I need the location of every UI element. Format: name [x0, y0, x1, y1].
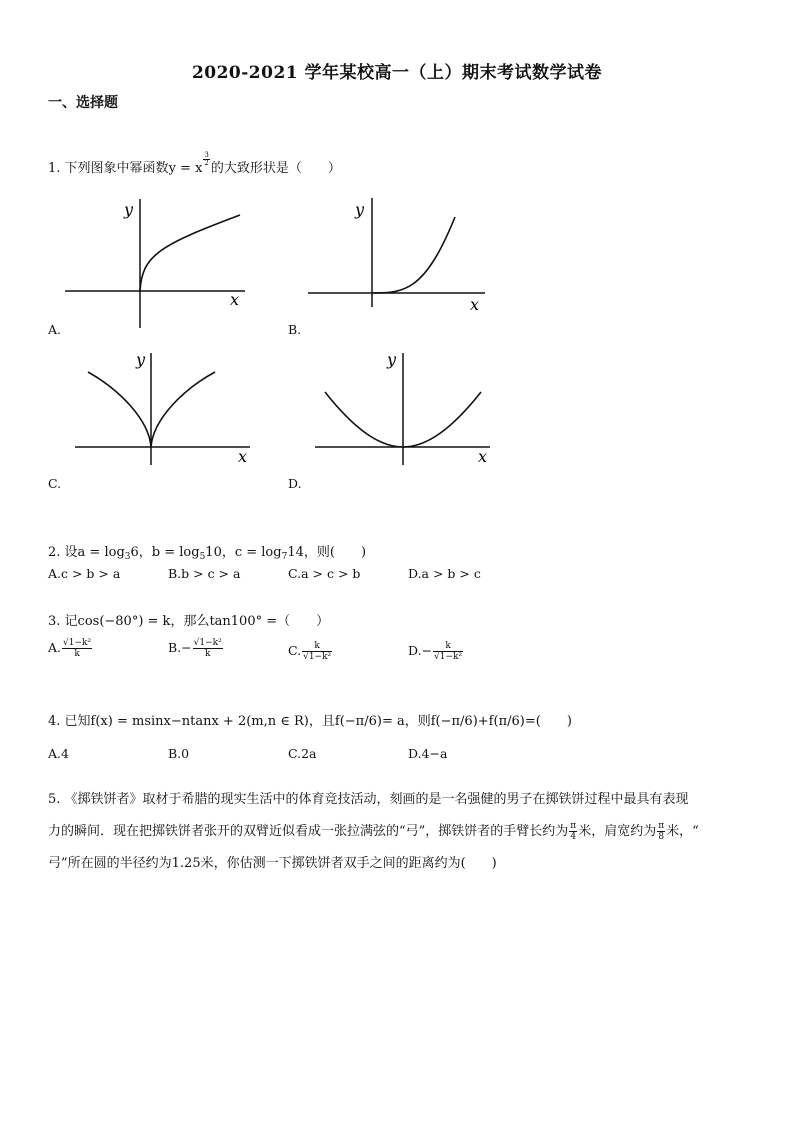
exponent-fraction [203, 152, 209, 167]
y-axis-label: y [355, 200, 365, 219]
question-1-stem [48, 152, 341, 176]
y-axis-label: y [136, 350, 146, 369]
question-text: 10，c = log [205, 545, 282, 560]
curve-left [88, 372, 151, 447]
option-sign: − [421, 643, 433, 658]
y-axis-label: y [387, 350, 397, 369]
question-number: 2. [48, 545, 61, 560]
graph-d-svg [310, 350, 500, 470]
question-5 [48, 784, 768, 880]
question-4-stem: 4. 已知f(x) = msinx−ntanx + 2(m,n ∈ R)，且f(−π/6)= a，则f(−π/6)+f(π/6)=( ) [48, 714, 572, 729]
option-sign: − [181, 640, 192, 655]
q2-option-b[interactable]: B.b > c > a [168, 566, 241, 581]
graph-c-svg [60, 350, 260, 470]
question-2-stem [48, 541, 366, 562]
graph-a [60, 195, 250, 335]
fraction-numerator: k [433, 641, 463, 652]
option-b-label[interactable]: B. [288, 322, 302, 337]
question-5-line-2 [48, 816, 768, 848]
log-base: 5 [199, 552, 206, 562]
section-title: 一、选择题 [48, 95, 118, 111]
math-func: y = x [168, 161, 203, 176]
fraction-denominator: 4 [570, 832, 577, 842]
question-number: 5. [48, 792, 61, 807]
graph-d [310, 350, 500, 470]
shoulder-width-fraction [657, 821, 665, 842]
question-text: 下列图象中幂函数 [64, 161, 169, 176]
graph-b [305, 195, 495, 315]
q2-option-d[interactable]: D.a > b > c [408, 566, 481, 581]
q3-option-a[interactable] [48, 638, 93, 659]
fraction-denominator: √1−k² [434, 652, 463, 662]
function-argument: −π/6 [344, 714, 377, 729]
question-text: 6，b = log [130, 545, 200, 560]
question-text: 弓”所在圆的半径约为1.25米，你估测一下掷铁饼者双手之间的距离约为( ) [48, 856, 497, 871]
curve [140, 215, 240, 291]
curve [372, 217, 455, 293]
question-text: +f [477, 714, 494, 729]
question-text: 记cos(−80°) = k，那么tan100° =（ ） [64, 614, 330, 629]
question-text: 已知f(x) = msinx−ntanx + 2(m,n ∈ R)，且f [64, 714, 340, 729]
option-fraction [193, 638, 223, 659]
question-5-line-1 [48, 784, 768, 816]
exponent-numerator: 3 [204, 151, 209, 159]
q3-option-b[interactable] [168, 638, 224, 659]
log-base: 3 [124, 552, 131, 562]
question-text: 米，肩宽约为 [578, 824, 657, 839]
q3-option-c[interactable] [288, 641, 333, 662]
x-axis-label: x [470, 295, 480, 314]
q3-option-d[interactable] [408, 641, 464, 662]
question-text: = a，则f [381, 714, 436, 729]
fraction-numerator: π [570, 821, 577, 831]
question-text: 力的瞬间．现在把掷铁饼者张开的双臂近似看成一张拉满弦的“弓”，掷铁饼者的手臂长约为 [48, 824, 569, 839]
question-text: =( ) [524, 714, 572, 729]
question-text: 设a = log [64, 545, 125, 560]
exponent-denominator: 2 [204, 159, 209, 167]
function-argument: −π/6 [440, 714, 473, 729]
question-5-line-3 [48, 848, 768, 880]
option-label: C. [288, 643, 302, 658]
option-fraction [433, 641, 463, 662]
curve-right [151, 372, 215, 447]
fraction-numerator: √1−k² [63, 638, 92, 648]
question-3-stem [48, 610, 329, 629]
question-text: 《掷铁饼者》取材于希腊的现实生活中的体育竞技活动，刻画的是一名强健的男子在掷铁饼过程中最具有表现 [64, 792, 689, 807]
graph-a-svg [60, 195, 250, 335]
option-label: A. [48, 640, 62, 655]
x-axis-label: x [230, 290, 240, 309]
question-text-suffix: 的大致形状是（ ） [210, 161, 341, 176]
option-label: B. [168, 640, 182, 655]
fraction-numerator: π [658, 821, 665, 831]
fraction-denominator: √1−k² [303, 652, 332, 662]
fraction-numerator: k [302, 641, 332, 652]
arm-length-fraction [569, 821, 577, 842]
option-fraction [62, 638, 92, 659]
option-c-label[interactable]: C. [48, 476, 62, 491]
question-number: 1. [48, 161, 61, 176]
y-axis-label: y [124, 200, 134, 219]
question-number: 3. [48, 614, 61, 629]
option-d-label[interactable]: D. [288, 476, 302, 491]
fraction-numerator: √1−k² [193, 638, 222, 648]
exam-title: 2020-2021 学年某校高一（上）期末考试数学试卷 [191, 63, 603, 83]
q2-option-a[interactable]: A.c > b > a [48, 566, 121, 581]
fraction-denominator: 8 [658, 832, 665, 842]
function-argument: π/6 [498, 714, 520, 729]
graph-b-svg [305, 195, 495, 315]
q4-option-c[interactable]: C.2a [288, 746, 317, 761]
fraction-denominator: k [204, 649, 211, 659]
log-base: 7 [281, 552, 288, 562]
option-a-label[interactable]: A. [48, 322, 62, 337]
x-axis-label: x [238, 447, 248, 466]
question-text: 米，“ [666, 824, 699, 839]
option-label: D. [408, 643, 422, 658]
option-fraction [302, 641, 332, 662]
fraction-denominator: k [74, 649, 80, 659]
q4-option-d[interactable]: D.4−a [408, 746, 448, 761]
question-text: 14，则( ) [287, 545, 367, 560]
q4-option-a[interactable]: A.4 [48, 746, 69, 761]
q2-option-c[interactable]: C.a > c > b [288, 566, 361, 581]
question-number: 4. [48, 714, 61, 729]
graph-c [60, 350, 260, 470]
q4-option-b[interactable]: B.0 [168, 746, 190, 761]
x-axis-label: x [478, 447, 488, 466]
